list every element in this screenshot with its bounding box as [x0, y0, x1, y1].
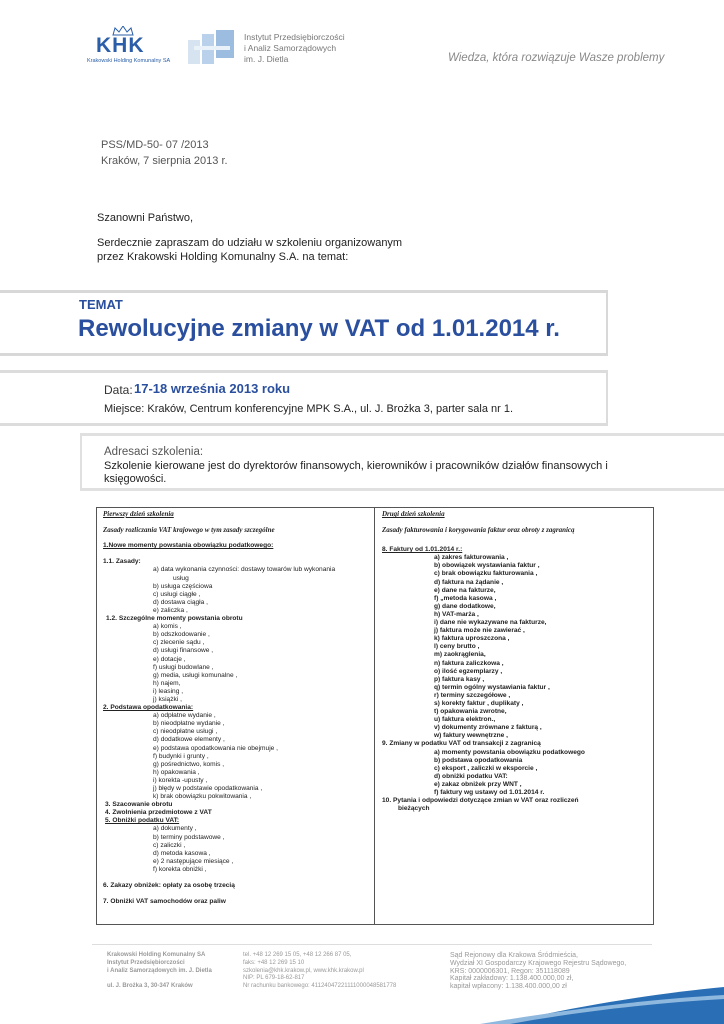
- program-item: d) usługi finansowe ,: [153, 647, 214, 655]
- program-item: usług: [173, 574, 189, 582]
- program-item: f) usługi budowlane ,: [153, 663, 214, 671]
- slogan: Wiedza, która rozwiązuje Wasze problemy: [448, 52, 665, 64]
- program-item: f) faktury wg ustawy od 1.01.2014 r.: [434, 789, 545, 796]
- program-item: j) błędy w podstawie opodatkowania ,: [153, 785, 263, 792]
- footer-left: Krakowski Holding Komunalny SA Instytut Przedsiębiorczości i Analiz Samorządowych im. J. Dietla ul. J. Brożka 3, 30-347 Kraków: [107, 952, 212, 990]
- khk-logo: KHK: [96, 34, 145, 57]
- program-item: j) książki ,: [153, 695, 182, 703]
- program-item: d) dostawa ciągła ,: [153, 598, 208, 606]
- program-item: 6. Zakazy obniżek: opłaty za osobę trzecią: [103, 882, 235, 890]
- program-item: m) zaokrąglenia,: [434, 651, 486, 659]
- program-item: f) budynki i grunty ,: [153, 752, 209, 760]
- program-item: h) VAT-marża ,: [434, 610, 479, 618]
- program-item: o) ilość egzemplarzy ,: [434, 667, 503, 675]
- date-label: Data:: [104, 383, 133, 397]
- program-item: e) zakaz obniżek przy WNT ,: [434, 780, 522, 788]
- program-item: [103, 874, 371, 882]
- program-item: b) usługa częściowa: [153, 582, 213, 590]
- audience-heading: Adresaci szkolenia:: [104, 446, 204, 458]
- institute-logo-icon: [188, 30, 236, 64]
- event-place: Miejsce: Kraków, Centrum konferencyjne MPK S.A., ul. J. Brożka 3, parter sala nr 1.: [104, 403, 513, 415]
- program-item: f) „metoda kasowa ,: [434, 594, 497, 602]
- intro-line-2: przez Krakowski Holding Komunalny S.A. na temat:: [97, 251, 349, 263]
- program-item: b) terminy podstawowe ,: [153, 833, 225, 841]
- program-item: 4. Zwolnienia przedmiotowe z VAT: [105, 809, 212, 817]
- program-item: [103, 890, 371, 898]
- program-item: 9. Zmiany w podatku VAT od transakcji z zagranicą: [382, 740, 541, 748]
- training-title: Rewolucyjne zmiany w VAT od 1.01.2014 r.: [78, 315, 560, 342]
- program-item: a) data wykonania czynności: dostawy towarów lub wykonania: [153, 566, 336, 574]
- date-value: 17-18 września 2013 roku: [134, 381, 291, 396]
- institute-name: Instytut Przedsiębiorczości i Analiz Samorządowych im. J. Dietla: [244, 32, 345, 64]
- program-item: i) leasing ,: [153, 687, 184, 695]
- program-item: g) media, usługi komunalne ,: [153, 671, 238, 679]
- program-item: r) terminy szczegółowe ,: [434, 691, 511, 699]
- day-2-items: [382, 546, 652, 813]
- place-date: Kraków, 7 sierpnia 2013 r.: [101, 155, 228, 167]
- program-item: a) komis ,: [153, 623, 182, 631]
- program-item: bieżących: [398, 805, 430, 813]
- program-item: f) korekta obniżki ,: [153, 865, 207, 873]
- program-item: e) podstawa opodatkowania nie obejmuje ,: [153, 744, 278, 752]
- footer-swoosh-decoration: [420, 985, 724, 1024]
- program-item: c) nieodpłatne usługi ,: [153, 728, 218, 736]
- program-item: 8. Faktury od 1.01.2014 r.:: [382, 546, 463, 554]
- program-item: h) opakowania ,: [153, 768, 200, 776]
- intro-line-1: Serdecznie zapraszam do udziału w szkoleniu organizowanym: [97, 237, 403, 249]
- program-item: c) eksport , zaliczki w eksporcie ,: [434, 764, 538, 772]
- program-item: s) korekty faktur , duplikaty ,: [434, 699, 524, 707]
- day-2-subtitle: Zasady fakturowania i korygowania faktur oraz obroty z zagranicą: [382, 526, 575, 535]
- program-item: h) najem,: [153, 679, 181, 687]
- program-day-2: [382, 510, 652, 813]
- program-item: 7. Obniżki VAT samochodów oraz paliw: [103, 898, 226, 906]
- program-item: j) faktura może nie zawierać ,: [434, 627, 525, 635]
- program-item: w) faktury wewnętrzne ,: [434, 732, 509, 740]
- program-item: b) obowiązek wystawiania faktur ,: [434, 562, 540, 570]
- khk-logo-subtitle: Krakowski Holding Komunalny SA: [87, 58, 171, 64]
- program-item: b) nieodpłatne wydanie ,: [153, 720, 225, 728]
- program-item: n) faktura zaliczkowa ,: [434, 659, 504, 667]
- program-item: 1.2. Szczególne momenty powstania obrotu: [106, 615, 243, 623]
- program-item: 2. Podstawa opodatkowania:: [103, 704, 194, 712]
- program-item: a) odpłatne wydanie ,: [153, 712, 216, 720]
- program-item: k) brak obowiązku pokwitowania ,: [153, 793, 252, 801]
- event-band: [0, 370, 608, 426]
- program-item: i) dane nie wykazywane na fakturze,: [434, 619, 547, 627]
- program-item: c) zlecenie sądu ,: [153, 639, 205, 647]
- program-item: a) zakres fakturowania ,: [434, 554, 509, 562]
- program-item: [103, 550, 371, 558]
- program-item: b) odszkodowanie ,: [153, 631, 210, 639]
- footer-divider: [92, 944, 652, 945]
- program-item: i) korekta -upusty ,: [153, 776, 208, 784]
- day-2-title: Drugi dzień szkolenia: [382, 510, 445, 518]
- program-item: q) termin ogólny wystawiania faktur ,: [434, 683, 550, 691]
- program-day-1: [103, 510, 371, 906]
- day-1-items: [103, 542, 371, 906]
- program-item: 1.1. Zasady:: [103, 558, 141, 566]
- program-item: g) pośrednictwo, komis ,: [153, 760, 225, 768]
- program-item: k) faktura uproszczona ,: [434, 635, 510, 643]
- program-item: e) dane na fakturze,: [434, 586, 496, 594]
- program-item: g) dane dodatkowe,: [434, 602, 496, 610]
- program-item: b) podstawa opodatkowania: [434, 756, 523, 764]
- program-item: l) ceny brutto ,: [434, 643, 480, 651]
- footer-right: Sąd Rejonowy dla Krakowa Śródmieścia, Wydział XI Gospodarczy Krajowego Rejestru Sądowego, KRS: 0000006301, Regon: 351118089 Kapitał zakładowy: 1.138.400.000,00 zł, kapitał wpłacony: 1.138.400.000,00 zł: [450, 952, 627, 991]
- program-item: c) usługi ciągłe ,: [153, 590, 201, 598]
- program-item: u) faktura elektron.,: [434, 716, 496, 724]
- program-item: d) dodatkowe elementy ,: [153, 736, 225, 744]
- program-item: 10. Pytania i odpowiedzi dotyczące zmian w VAT oraz rozliczeń: [382, 797, 579, 805]
- program-item: 1.Nowe momenty powstania obowiązku podatkowego:: [103, 542, 274, 550]
- program-item: e) zaliczka ,: [153, 606, 188, 614]
- program-divider: [374, 507, 375, 925]
- footer-middle: tel. +48 12 269 15 05, +48 12 266 87 05, faks: +48 12 269 15 10 szkolenia@khk.krakow.pl, www.khk.krakow.pl NIP: PL 679-18-62-817 Nr rachunku bankowego: 41124047221111000048581778: [243, 952, 397, 990]
- program-item: t) opakowania zwrotne,: [434, 708, 507, 716]
- program-item: a) momenty powstania obowiązku podatkowego: [434, 748, 585, 756]
- greeting: Szanowni Państwo,: [97, 212, 193, 224]
- topic-label: TEMAT: [79, 297, 123, 312]
- audience-text: Szkolenie kierowane jest do dyrektorów finansowych, kierowników i pracowników działów finansowych i księgowości.: [104, 460, 608, 485]
- day-1-title: Pierwszy dzień szkolenia: [103, 510, 174, 518]
- program-item: c) brak obowiązku fakturowania ,: [434, 570, 538, 578]
- program-item: a) dokumenty ,: [153, 825, 197, 833]
- program-item: p) faktura kasy ,: [434, 675, 485, 683]
- program-item: 5. Obniżki podatku VAT:: [105, 817, 180, 825]
- program-item: d) faktura na żądanie ,: [434, 578, 504, 586]
- program-item: c) zaliczki ,: [153, 841, 186, 849]
- program-item: d) obniżki podatku VAT:: [434, 772, 508, 780]
- program-item: v) dokumenty zrównane z fakturą ,: [434, 724, 542, 732]
- program-item: 3. Szacowanie obrotu: [105, 801, 173, 809]
- reference-number: PSS/MD-50- 07 /2013: [101, 139, 209, 151]
- program-item: e) dotacje ,: [153, 655, 186, 663]
- day-1-subtitle: Zasady rozliczania VAT krajowego w tym zasady szczególne: [103, 526, 275, 535]
- program-item: e) 2 następujące miesiące ,: [153, 857, 234, 865]
- program-item: d) metoda kasowa ,: [153, 849, 211, 857]
